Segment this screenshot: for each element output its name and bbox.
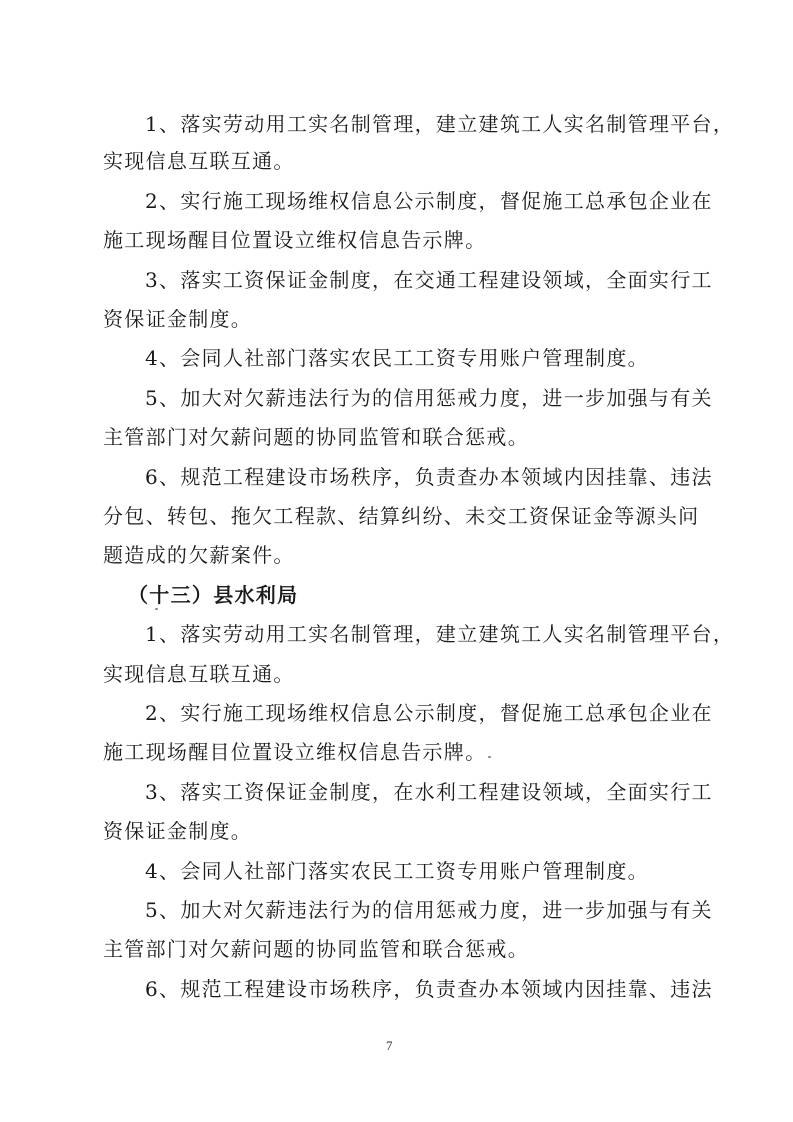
paragraph-line: 5、加大对欠薪违法行为的信用惩戒力度，进一步加强与有关 [145,386,713,410]
scan-speck [155,608,158,610]
paragraph-line: 4、会同人社部门落实农民工工资专用账户管理制度。 [145,346,649,370]
paragraph-line: 1、落实劳动用工实名制管理，建立建筑工人实名制管理平台， [145,112,735,136]
paragraph-line: 1、落实劳动用工实名制管理，建立建筑工人实名制管理平台， [145,622,735,646]
paragraph-line: 2、实行施工现场维权信息公示制度，督促施工总承包企业在 [145,189,713,213]
paragraph-line: 实现信息互联互通。 [103,662,295,686]
paragraph-line: 6、规范工程建设市场秩序，负责查办本领域内因挂靠、违法 [145,977,713,1001]
scan-speck [488,756,491,758]
paragraph-line: 5、加大对欠薪违法行为的信用惩戒力度，进一步加强与有关 [145,898,713,922]
paragraph-line: 2、实行施工现场维权信息公示制度，督促施工总承包企业在 [145,701,713,725]
paragraph-line: 实现信息互联互通。 [103,149,295,173]
paragraph-line: 施工现场醒目位置设立维权信息告示牌。 [103,740,487,764]
paragraph-line: 6、规范工程建设市场秩序，负责查办本领域内因挂靠、违法 [145,465,713,489]
paragraph-line: 资保证金制度。 [103,307,253,331]
paragraph-line: 主管部门对欠薪问题的协同监管和联合惩戒。 [103,937,529,961]
paragraph-line: 主管部门对欠薪问题的协同监管和联合惩戒。 [103,425,529,449]
paragraph-line: 分包、转包、拖欠工程款、结算纠纷、未交工资保证金等源头问 [103,504,700,528]
section-heading: （十三）县水利局 [128,583,299,607]
page-number: 7 [386,1038,393,1053]
paragraph-line: 4、会同人社部门落实农民工工资专用账户管理制度。 [145,859,649,883]
paragraph-line: 3、落实工资保证金制度，在交通工程建设领域，全面实行工 [145,268,713,292]
paragraph-line: 题造成的欠薪案件。 [103,543,295,567]
paragraph-line: 资保证金制度。 [103,819,253,843]
paragraph-line: 施工现场醒目位置设立维权信息告示牌。 [103,228,487,252]
paragraph-line: 3、落实工资保证金制度，在水利工程建设领域，全面实行工 [145,780,713,804]
